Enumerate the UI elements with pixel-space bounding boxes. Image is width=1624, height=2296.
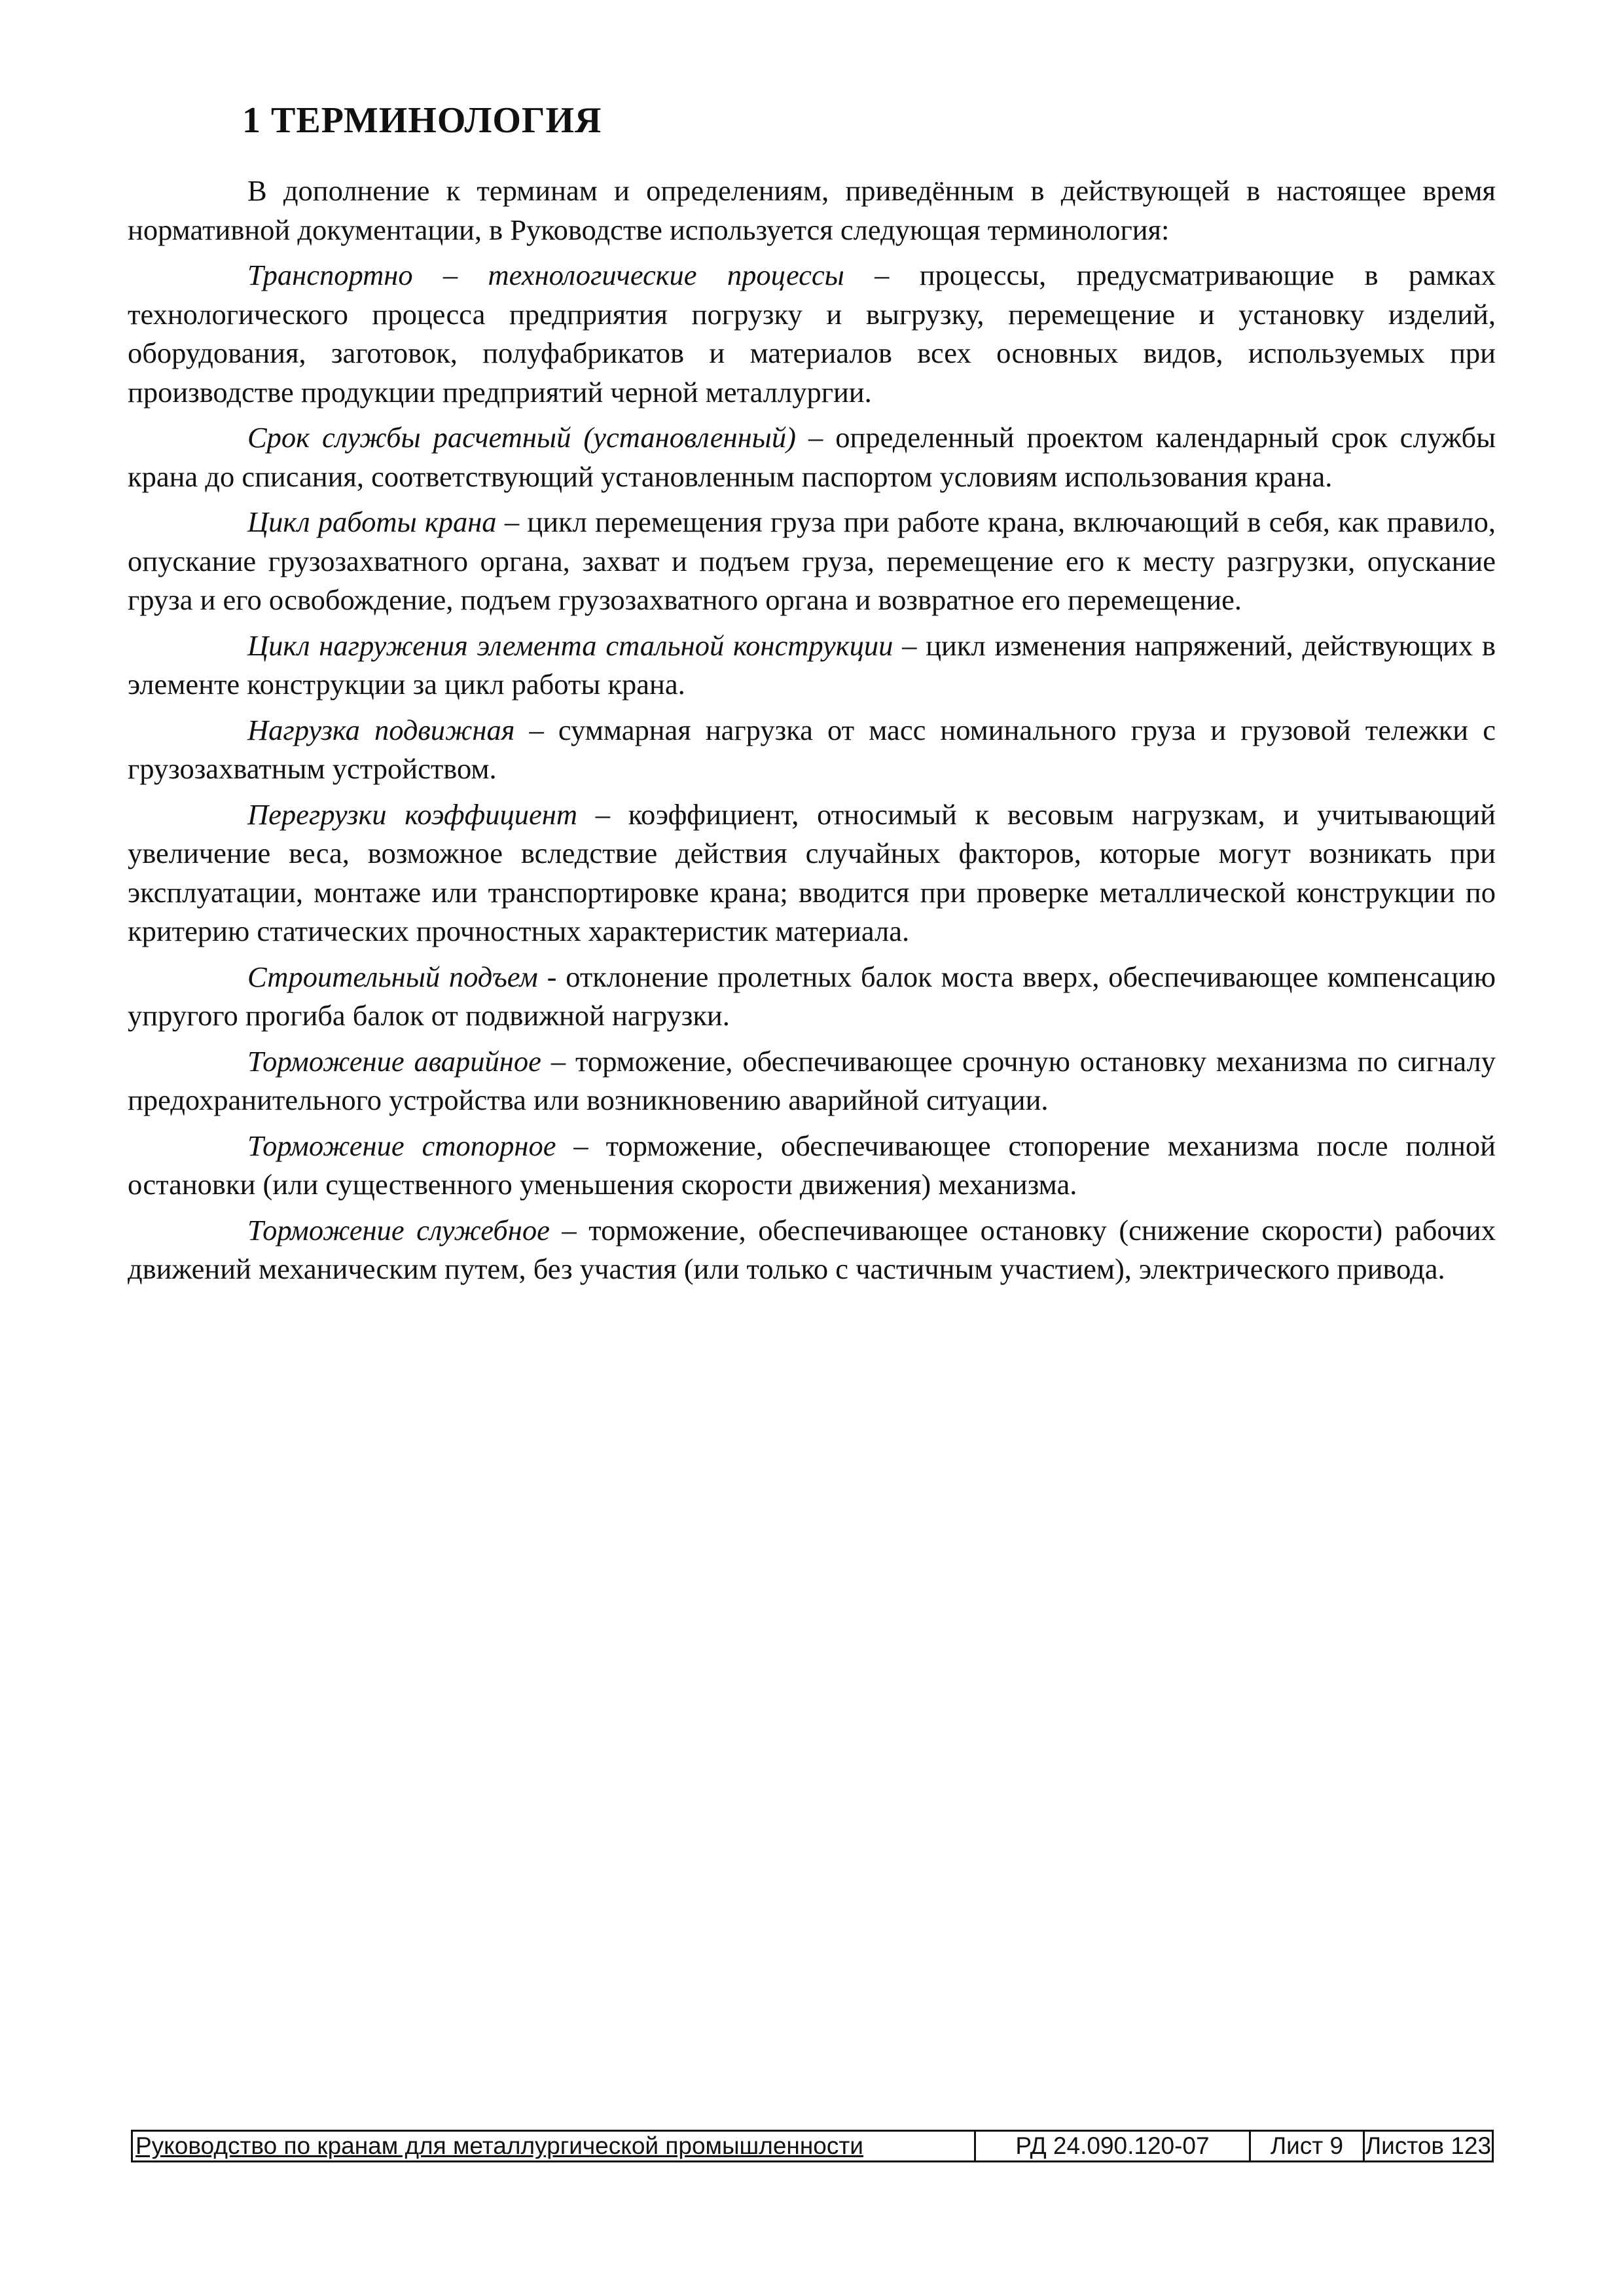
- footer-sheet-number: Лист 9: [1251, 2132, 1365, 2160]
- term-definition: – цикл изменения напряжений, действующих в элементе конструкции за цикл работы крана.: [128, 629, 1496, 701]
- term-name: Нагрузка подвижная: [247, 713, 515, 746]
- footer-document-code: РД 24.090.120-07: [976, 2132, 1251, 2160]
- term-paragraph: [128, 958, 1496, 1036]
- term-name: Срок службы расчетный (установленный): [247, 421, 796, 454]
- footer-title-block: [131, 2130, 1494, 2162]
- term-name: Торможение аварийное: [247, 1044, 541, 1078]
- term-paragraph: [128, 627, 1496, 704]
- term-definition: – процессы, предусматривающие в рамках технологического процесса предприятия погрузку и выгрузку, перемещение и установку изделий, оборудования, заготовок, полуфабрикатов и материалов всех основных видов, используемых при производстве продукции предприятий черной металлургии.: [128, 259, 1496, 409]
- term-paragraph: [128, 1211, 1496, 1289]
- section-heading: 1 ТЕРМИНОЛОГИЯ: [242, 100, 602, 141]
- footer-total-sheets: Листов 123: [1365, 2132, 1492, 2159]
- term-definition: - отклонение пролетных балок моста вверх, обеспечивающее компенсацию упругого прогиба балок от подвижной нагрузки.: [128, 960, 1496, 1032]
- term-paragraph: [128, 503, 1496, 620]
- term-paragraph: [128, 1127, 1496, 1205]
- term-name: Транспортно – технологические процессы: [247, 259, 844, 291]
- term-paragraph: [128, 256, 1496, 412]
- section-body: [128, 172, 1496, 1296]
- term-definition: – определенный проектом календарный срок службы крана до списания, соответствующий установленным паспортом условиям использования крана.: [128, 421, 1496, 493]
- footer-document-title: Руководство по кранам для металлургической промышленности: [133, 2132, 976, 2160]
- term-paragraph: [128, 711, 1496, 789]
- term-definition: – торможение, обеспечивающее остановку (снижение скорости) рабочих движений механическим путем, без участия (или только с частичным участием), электрического привода.: [128, 1213, 1496, 1285]
- term-definition: – торможение, обеспечивающее стопорение механизма после полной остановки (или существенного уменьшения скорости движения) механизма.: [128, 1129, 1496, 1201]
- term-paragraph: [128, 1042, 1496, 1120]
- term-definition: – цикл перемещения груза при работе крана, включающий в себя, как правило, опускание грузозахватного органа, захват и подъем груза, перемещение его к месту разгрузки, опускание груза и его освобождение, подъем грузозахватного органа и возвратное его перемещение.: [128, 505, 1496, 616]
- term-paragraph: [128, 795, 1496, 951]
- term-definition: – суммарная нагрузка от масс номинального груза и грузовой тележки с грузозахватным устройством.: [128, 713, 1496, 785]
- term-name: Цикл нагружения элемента стальной конструкции: [247, 629, 893, 662]
- term-name: Строительный подъем: [247, 960, 538, 993]
- intro-paragraph: В дополнение к терминам и определениям, приведённым в действующей в настоящее время нормативной документации, в Руководстве используется следующая терминология:: [128, 174, 1496, 246]
- term-name: Торможение стопорное: [247, 1129, 556, 1162]
- term-name: Перегрузки коэффициент: [247, 797, 577, 831]
- term-name: Торможение служебное: [247, 1213, 550, 1247]
- term-paragraph: [128, 418, 1496, 496]
- term-name: Цикл работы крана: [247, 505, 497, 538]
- term-definition: – торможение, обеспечивающее срочную остановку механизма по сигналу предохранительного устройства или возникновению аварийной ситуации.: [128, 1044, 1496, 1116]
- term-definition: – коэффициент, относимый к весовым нагрузкам, и учитывающий увеличение веса, возможное вследствие действия случайных факторов, которые могут возникать при эксплуатации, монтаже или транспортировке крана; вводится при проверке металлической конструкции по критерию статических прочностных характеристик материала.: [128, 797, 1496, 947]
